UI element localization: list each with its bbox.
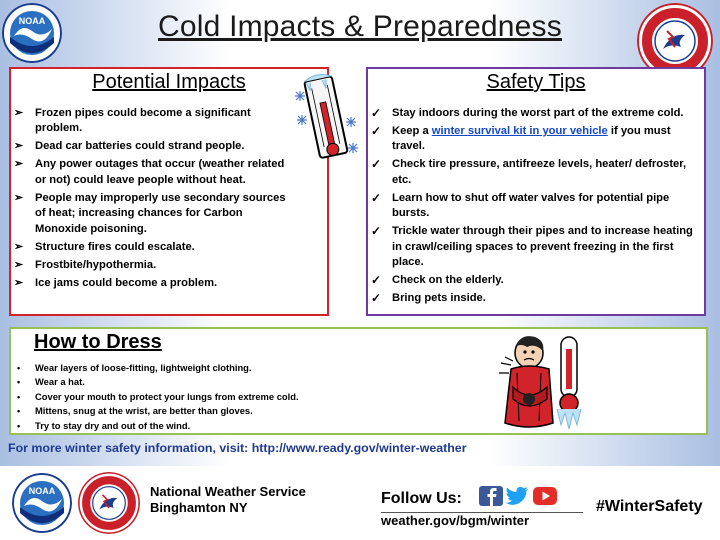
arrow-bullet-icon: ➢ <box>14 158 24 171</box>
org-name-line1: National Weather Service <box>150 484 306 499</box>
list-item: ✓ Stay indoors during the worst part of the extreme cold. <box>371 106 684 120</box>
check-icon: ✓ <box>371 157 382 172</box>
how-to-dress-panel <box>9 327 708 435</box>
dress-list <box>11 361 491 433</box>
follow-us-label: Follow Us: <box>381 490 462 507</box>
check-icon: ✓ <box>371 124 382 138</box>
list-item: • Cover your mouth to protect your lungs from extreme cold. <box>11 390 491 404</box>
hashtag-label: #WinterSafety <box>596 498 703 515</box>
list-item: ➢ Any power outages that occur (weather related or not) could leave people without heat. <box>14 158 285 186</box>
list-item: • Try to stay dry and out of the wind. <box>11 419 491 433</box>
bullet-icon: • <box>17 406 21 417</box>
potential-impacts-panel <box>9 67 329 316</box>
list-item: ✓ Check on the elderly. <box>371 273 504 288</box>
list-item: • Mittens, snug at the wrist, are better than gloves. <box>11 404 491 418</box>
twitter-icon[interactable] <box>505 486 529 506</box>
list-item: ✓ Bring pets inside. <box>371 291 486 306</box>
nws-logo <box>78 472 140 534</box>
bullet-icon: • <box>17 420 21 431</box>
thermometer-icon <box>291 72 361 170</box>
check-icon: ✓ <box>371 273 382 288</box>
list-item: ➢ Frostbite/hypothermia. <box>11 258 297 273</box>
impacts-list <box>11 106 297 294</box>
arrow-bullet-icon: ➢ <box>14 276 24 289</box>
potential-impacts-title: Potential Impacts <box>92 71 246 93</box>
list-item: • Wear a hat. <box>11 375 491 389</box>
arrow-bullet-icon: ➢ <box>14 240 24 253</box>
bullet-icon: • <box>17 363 21 373</box>
arrow-bullet-icon: ➢ <box>14 107 24 119</box>
website-link[interactable]: weather.gov/bgm/winter <box>381 513 530 528</box>
list-item: ✓ Trickle water through their pipes and to increase heating in crawl/ceiling spaces to prevent freezing in the first place. <box>371 224 693 269</box>
cold-person-icon <box>491 333 587 433</box>
list-item: ➢ Frozen pipes could become a significant problem. <box>14 107 251 135</box>
how-to-dress-title: How to Dress <box>34 331 162 353</box>
safety-list <box>368 106 700 309</box>
list-item: ✓ Check tire pressure, antifreeze levels, heater/ defroster, etc. <box>371 157 687 186</box>
check-icon: ✓ <box>371 190 382 205</box>
facebook-icon[interactable] <box>479 486 503 506</box>
bullet-icon: • <box>17 391 21 402</box>
list-item: ➢ Dead car batteries could strand people. <box>11 139 297 154</box>
more-info-text: For more winter safety information, visit: http://www.ready.gov/winter-weather <box>8 441 467 455</box>
list-item: ✓ Keep a winter survival kit in your vehicle if you must travel. <box>371 124 671 153</box>
org-name-line2: Binghamton NY <box>150 500 248 515</box>
winter-survival-kit-link[interactable]: winter survival kit in your vehicle <box>431 125 608 137</box>
arrow-bullet-icon: ➢ <box>14 191 24 204</box>
list-item: ➢ Structure fires could escalate. <box>11 240 297 255</box>
list-item: ➢ People may improperly use secondary sources of heat; increasing chances for Carbon Monoxide poisoning. <box>14 191 286 235</box>
bullet-icon: • <box>17 377 21 388</box>
organization-name <box>150 484 306 516</box>
arrow-bullet-icon: ➢ <box>14 258 24 271</box>
noaa-logo-text: NOAA <box>18 16 46 26</box>
list-item: ✓ Learn how to shut off water valves for potential pipe bursts. <box>371 190 670 220</box>
safety-tips-panel <box>366 67 706 316</box>
safety-tips-title: Safety Tips <box>486 71 586 93</box>
noaa-logo <box>12 473 72 533</box>
list-item: • Wear layers of loose-fitting, lightweight clothing. <box>11 361 491 375</box>
noaa-logo-text: NOAA <box>28 486 56 496</box>
check-icon: ✓ <box>371 106 382 120</box>
check-icon: ✓ <box>371 224 382 239</box>
page-title: Cold Impacts & Preparedness <box>158 10 562 43</box>
list-item: ➢ Ice jams could become a problem. <box>11 276 297 291</box>
youtube-icon[interactable] <box>533 486 557 506</box>
arrow-bullet-icon: ➢ <box>14 140 24 153</box>
check-icon: ✓ <box>371 291 382 306</box>
